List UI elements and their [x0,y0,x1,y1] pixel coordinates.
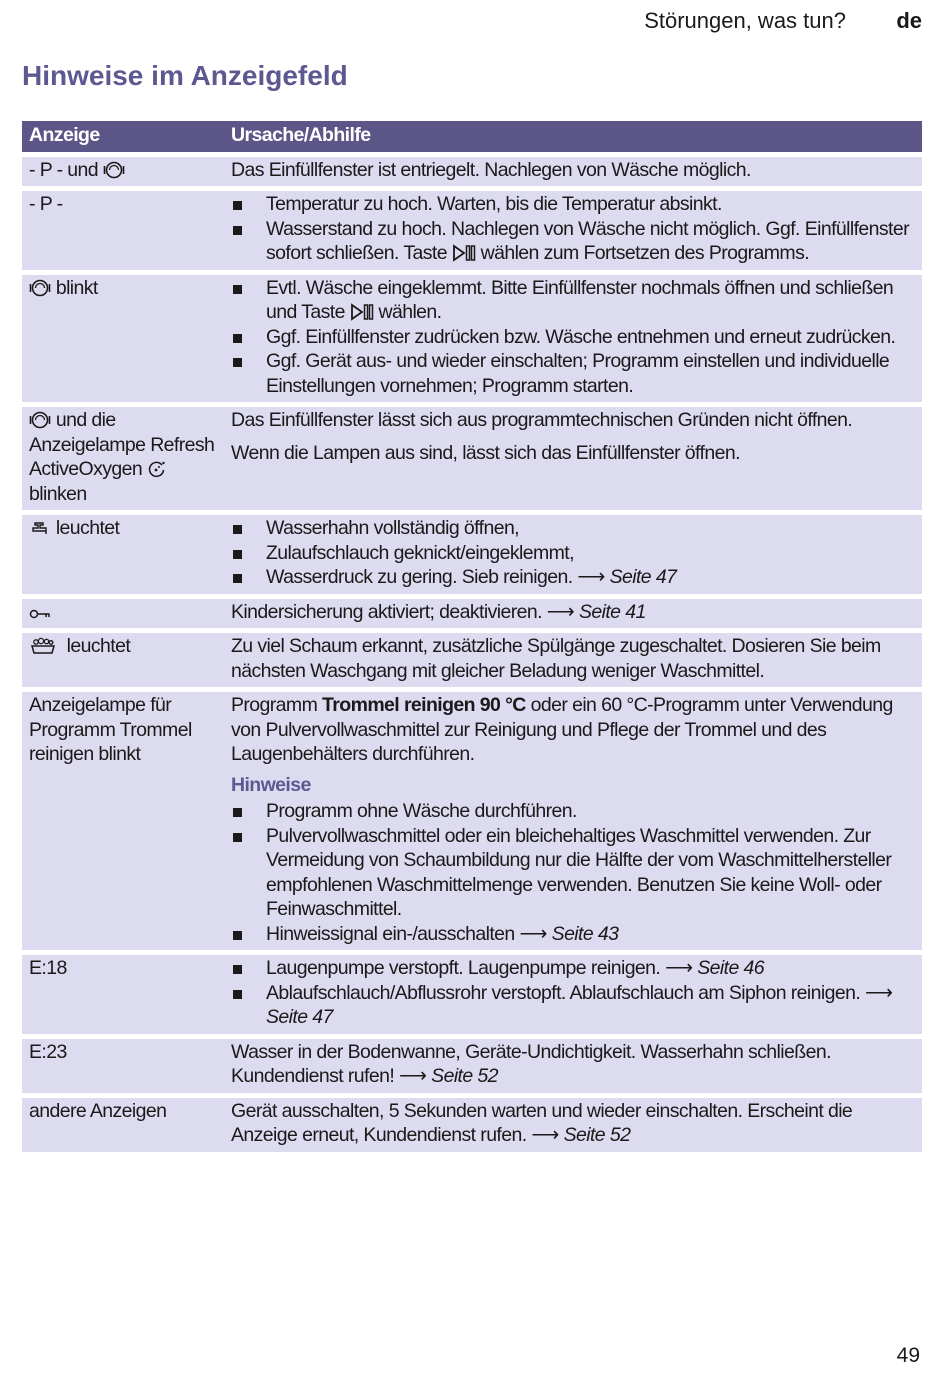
table-row [22,692,922,950]
cause-cell [223,955,922,1034]
list-item-text: Wasserdruck zu gering. Sieb reinigen. [266,566,573,588]
cause-cell [223,599,922,629]
list-item [231,981,912,1030]
display-cell [22,515,223,594]
cause-cell: Das Einfüllfenster ist entriegelt. Nachlegen von Wäsche möglich. [223,157,922,187]
arrow-icon: ⟶ [519,922,547,945]
column-header-display: Anzeige [22,121,223,152]
page-title: Hinweise im Anzeigefeld [22,60,348,91]
cause-text: Kindersicherung aktiviert; deaktivieren. [231,600,542,623]
program-name: Trommel reinigen 90 °C [322,694,526,716]
door-lock-icon [29,411,51,429]
list-item-text: Hinweissignal ein-/ausschalten [266,922,515,945]
arrow-icon: ⟶ [531,1124,559,1146]
display-cell: - P - [22,191,223,270]
cause-text-part: oder ein 60 °C-Programm unter Verwendung von Pulvervollwaschmittel zur Reinigung und Pflege der Trommel und des Laugenbehälters durchführen. [231,694,893,765]
table-header-row [22,121,922,152]
display-cell [22,599,223,629]
foam-icon [29,637,57,655]
display-cell [22,275,223,403]
display-code: - P - und [29,158,99,181]
cause-cell [223,407,922,510]
display-cell [22,407,223,510]
display-code: blinken [29,482,87,505]
list-item [231,217,912,266]
display-code: leuchtet [55,517,120,539]
list-item: Pulvervollwaschmittel oder ein bleichehaltiges Waschmittel verwenden. Zur Vermeidung von Schaumbildung nur die Hälfte der vom Waschmittelhersteller empfohlenen Waschmittelmenge verwenden. Benutzen Sie keine Woll- oder Feinwaschmittel. [231,824,912,922]
arrow-icon: ⟶ [546,600,575,623]
display-cell [22,633,223,687]
list-item: Ggf. Einfüllfenster zudrücken bzw. Wäsche entnehmen und erneut zudrücken. [231,325,912,350]
table-row [22,599,922,629]
page-reference: Seite 52 [563,1124,631,1146]
notes-heading: Hinweise [231,773,311,796]
list-item [231,922,912,947]
list-item-text: Laugenpumpe verstopft. Laugenpumpe reinigen. [266,957,661,979]
bullet-list [231,192,912,266]
display-code: blinkt [55,276,98,299]
cause-text: Das Einfüllfenster lässt sich aus programmtechnischen Gründen nicht öffnen. [231,409,853,431]
list-item-text: wählen zum Fortsetzen des Programms. [480,242,810,264]
display-code: und die Anzeigelampe Refresh ActiveOxygen [29,409,215,480]
display-cell: E:23 [22,1039,223,1093]
arrow-icon: ⟶ [398,1065,427,1087]
cause-text: Wenn die Lampen aus sind, lässt sich das Einfüllfenster öffnen. [231,441,740,464]
table-row [22,275,922,403]
display-code: leuchtet [66,635,131,657]
cause-cell [223,1098,922,1152]
arrow-icon: ⟶ [577,566,605,588]
display-hints-table [22,116,922,1157]
table-row [22,955,922,1034]
list-item [231,565,912,590]
bullet-list [231,956,912,1030]
list-item-text: Ablaufschlauch/Abflussrohr verstopft. Ablaufschlauch am Siphon reinigen. [266,981,861,1004]
list-item [231,276,912,325]
list-item: Zulaufschlauch geknickt/eingeklemmt, [231,541,912,566]
list-item: Ggf. Gerät aus- und wieder einschalten; Programm einstellen und individuelle Einstellungen vornehmen; Programm starten. [231,349,912,398]
table-row [22,515,922,594]
page-reference: Seite 47 [266,1006,333,1028]
cause-cell [223,1039,922,1093]
cause-cell [223,275,922,403]
cause-text: Gerät ausschalten, 5 Sekunden warten und wieder einschalten. Erscheint die Anzeige erneut, Kundendienst rufen. [231,1099,853,1146]
list-item-text: Evtl. Wäsche eingeklemmt. Bitte Einfüllfenster nochmals öffnen und schließen und Taste [266,276,894,323]
cause-cell: Zu viel Schaum erkannt, zusätzliche Spülgänge zugeschaltet. Dosieren Sie beim nächsten Waschgang mit gleicher Beladung weniger Waschmittel. [223,633,922,687]
table-row [22,1098,922,1152]
page-number: 49 [896,1344,920,1367]
table-row [22,191,922,270]
arrow-icon: ⟶ [665,957,693,979]
table-row [22,1039,922,1093]
language-code: de [896,8,922,33]
display-cell: E:18 [22,955,223,1034]
cause-text [231,693,912,767]
bullet-list [231,799,912,946]
page-reference: Seite 52 [431,1065,498,1087]
start-pause-icon [452,244,476,262]
table-row [22,157,922,187]
list-item: Programm ohne Wäsche durchführen. [231,799,912,824]
table-row [22,407,922,510]
list-item: Temperatur zu hoch. Warten, bis die Temperatur absinkt. [231,192,912,217]
page-reference: Seite 46 [697,957,765,979]
display-cell: Anzeigelampe für Programm Trommel reinigen blinkt [22,692,223,950]
cause-text-part: Programm [231,694,318,716]
display-cell [22,157,223,187]
cause-cell [223,692,922,950]
page-reference: Seite 43 [551,922,619,945]
cause-text: Wasser in der Bodenwanne, Geräte-Undichtigkeit. Wasserhahn schließen. Kundendienst rufen! [231,1040,831,1087]
page-reference: Seite 41 [578,600,646,623]
water-tap-icon [29,519,51,537]
table-row [22,633,922,687]
start-pause-icon [350,303,374,321]
bullet-list [231,516,912,590]
page-reference: Seite 47 [609,566,677,588]
door-lock-icon [103,161,125,179]
column-header-cause: Ursache/Abhilfe [223,121,922,152]
child-lock-key-icon [29,607,51,621]
list-item: Wasserhahn vollständig öffnen, [231,516,912,541]
cause-cell [223,191,922,270]
display-cell: andere Anzeigen [22,1098,223,1152]
active-oxygen-icon [147,460,167,478]
list-item [231,956,912,981]
list-item-text: Wasserstand zu hoch. Nachlegen von Wäsche nicht möglich. Ggf. Einfüllfenster sofort schließen. Taste [266,217,910,264]
bullet-list [231,276,912,399]
arrow-icon: ⟶ [865,981,893,1004]
list-item-text: wählen. [378,301,442,323]
cause-cell [223,515,922,594]
section-title: Störungen, was tun? [644,8,846,33]
page-header [0,8,950,38]
door-lock-icon [29,279,51,297]
